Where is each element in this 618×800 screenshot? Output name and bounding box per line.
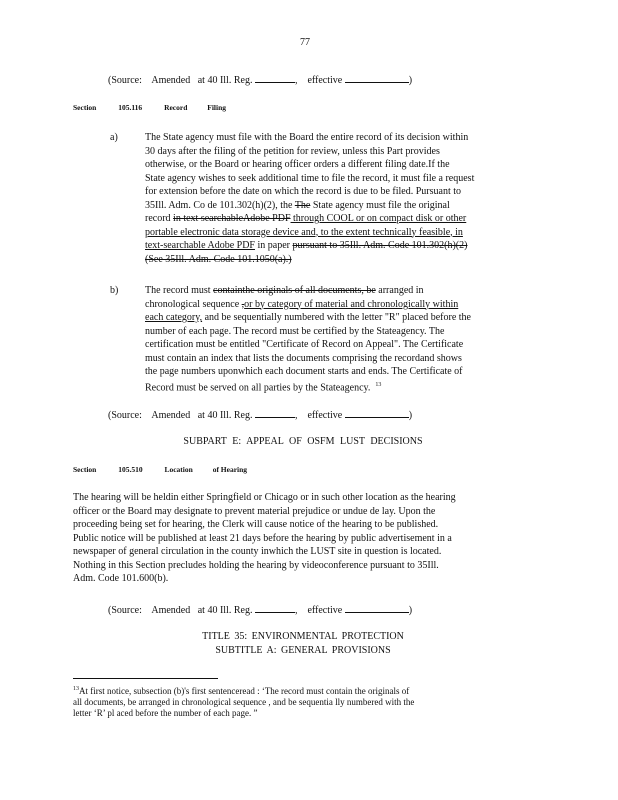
section-num: 105.510 (118, 465, 143, 474)
title-line-1: TITLE 35: ENVIRONMENTAL PROTECTION (202, 631, 404, 642)
para-b-line: the page numbers uponwhich each document starts and ends. The Certificate of (145, 366, 463, 377)
text: arranged in (375, 285, 424, 296)
inserted-text: text-searchable Adobe PDF (145, 240, 255, 251)
footnote-mark: 13 (73, 686, 79, 692)
effective-blank (345, 73, 409, 83)
section-title-2: Filing (207, 103, 227, 112)
source-label: (Source: (108, 605, 142, 616)
footnote-line: all documents, be arranged in chronological sequence , and be sequentia lly numbered with the (73, 697, 415, 707)
text: The record must (145, 285, 214, 296)
section-title-2: of Hearing (212, 465, 248, 474)
source-reg: at 40 Ill. Reg. (197, 75, 253, 86)
source-label: (Source: (108, 75, 142, 86)
section-heading-105-510 (73, 465, 247, 474)
title-line-2: SUBTITLE A: GENERAL PROVISIONS (215, 644, 391, 656)
source-amended: Amended (151, 605, 191, 616)
para-a-line (145, 226, 533, 240)
footnote-ref: 13 (375, 381, 382, 388)
inserted-text: portable electronic data storage device and, to the extent technically feasible, in (145, 226, 463, 238)
section-num: 105.116 (118, 103, 143, 112)
inserted-text: each category, (145, 312, 203, 323)
para-a (145, 131, 533, 266)
source-effective: effective (307, 75, 343, 86)
effective-blank (345, 408, 409, 418)
para-a-line: The State agency must file with the Board the entire record of its decision within (145, 132, 469, 143)
para-b-label: b) (110, 285, 119, 296)
reg-blank (255, 73, 295, 83)
text: State agency must file the original (310, 199, 450, 211)
hearing-line: officer or the Board may designate to prevent material prejudice or undue de lay. Upon the (73, 505, 436, 517)
page-number: 77 (300, 37, 310, 48)
struck-text: The (294, 199, 311, 211)
section-title: Location (164, 465, 193, 474)
para-a-line: 30 days after the filing of the petition for review, unless this Part provides (145, 145, 440, 157)
struck-text: pursuant to 35Ill. Adm. Code 101.302(h)(2) (292, 240, 468, 251)
source-label: (Source: (108, 410, 142, 421)
para-b-line (145, 379, 533, 395)
source-comma: , (294, 605, 298, 616)
hearing-paragraph (73, 491, 533, 586)
text: record (145, 213, 174, 224)
reg-blank (255, 408, 295, 418)
reg-blank (255, 603, 295, 613)
struck-text: in text searchableAdobe PDF (173, 213, 291, 224)
para-a-line (145, 199, 533, 213)
footnote-line (73, 684, 533, 697)
source-effective: effective (307, 410, 343, 421)
source-comma: , (294, 75, 298, 86)
source-close: ) (408, 410, 413, 421)
para-a-line: otherwise, or the Board or hearing officer orders a different filing date.If the (145, 159, 450, 170)
hearing-line: Public notice will be published at least 21 days before the hearing by public advertisement in a (73, 532, 452, 544)
hearing-line: newspaper of general circulation in the county inwhich the LUST site in question is located. (73, 546, 442, 557)
para-b-line: certification must be entitled "Certificate of Record on Appeal". The Certificate (145, 339, 464, 350)
para-a-label: a) (110, 132, 118, 143)
source-line-3 (108, 603, 448, 618)
para-a-line (145, 212, 533, 226)
source-comma: , (294, 410, 298, 421)
struck-text: , (241, 298, 245, 310)
source-amended: Amended (151, 410, 191, 421)
para-a-line (145, 239, 533, 253)
source-reg: at 40 Ill. Reg. (197, 410, 253, 421)
text: At first notice, subsection (b)'s first sentenceread : ‘The record must contain the originals of (79, 686, 410, 696)
subpart-heading: SUBPART E: APPEAL OF OSFM LUST DECISIONS (183, 436, 423, 447)
para-a-line (145, 253, 533, 267)
text: Record must be served on all parties by the Stateagency. (145, 381, 371, 393)
inserted-text: through COOL or on compact disk or other (290, 213, 467, 224)
para-a-line: State agency wishes to seek additional time to file the record, it must file a request (145, 172, 475, 184)
title-block (73, 630, 533, 657)
struck-text: containthe originals of all documents, be (213, 285, 376, 296)
text: and be sequentially numbered with the letter "R" placed before the (202, 312, 471, 323)
source-line-2 (108, 408, 448, 423)
source-reg: at 40 Ill. Reg. (197, 605, 253, 616)
hearing-line: proceeding being set for hearing, the Clerk will cause notice of the hearing to be published. (73, 519, 439, 530)
section-word: Section (73, 103, 97, 112)
footnote (73, 684, 533, 719)
para-b-line: must contain an index that lists the documents comprising the recordand shows (145, 352, 462, 364)
para-b-line (145, 284, 533, 298)
text: 35Ill. Adm. Co de 101.302(h)(2), the (145, 199, 295, 211)
para-a-line: for extension before the date on which the record is due to be filed. Pursuant to (145, 186, 462, 197)
source-close: ) (408, 75, 413, 86)
para-b-line (145, 311, 533, 325)
section-heading-105-116 (73, 103, 226, 112)
footnote-line: letter ‘R’ pl aced before the number of each page. ” (73, 708, 258, 718)
effective-blank (345, 603, 409, 613)
source-amended: Amended (151, 75, 191, 86)
inserted-text: or by category of material and chronologically within (244, 298, 459, 310)
para-b (145, 284, 533, 394)
para-b-line (145, 298, 533, 312)
source-effective: effective (307, 605, 343, 616)
hearing-line: Nothing in this Section precludes holding the hearing by videoconference pursuant to 35Ill. (73, 559, 439, 571)
footnote-separator (73, 678, 218, 679)
section-title: Record (164, 103, 188, 112)
hearing-line: The hearing will be heldin either Springfield or Chicago or in such other location as the hearing (73, 492, 456, 503)
source-close: ) (408, 605, 413, 616)
hearing-line: Adm. Code 101.600(b). (73, 573, 169, 584)
source-line-1 (108, 73, 448, 88)
para-b-line: number of each page. The record must be certified by the Stateagency. The (145, 325, 445, 337)
struck-text: (See 35Ill. Adm. Code 101.1050(a).) (145, 253, 292, 265)
text: in paper (254, 240, 293, 251)
section-word: Section (73, 465, 97, 474)
text: chronological sequence (145, 298, 242, 310)
